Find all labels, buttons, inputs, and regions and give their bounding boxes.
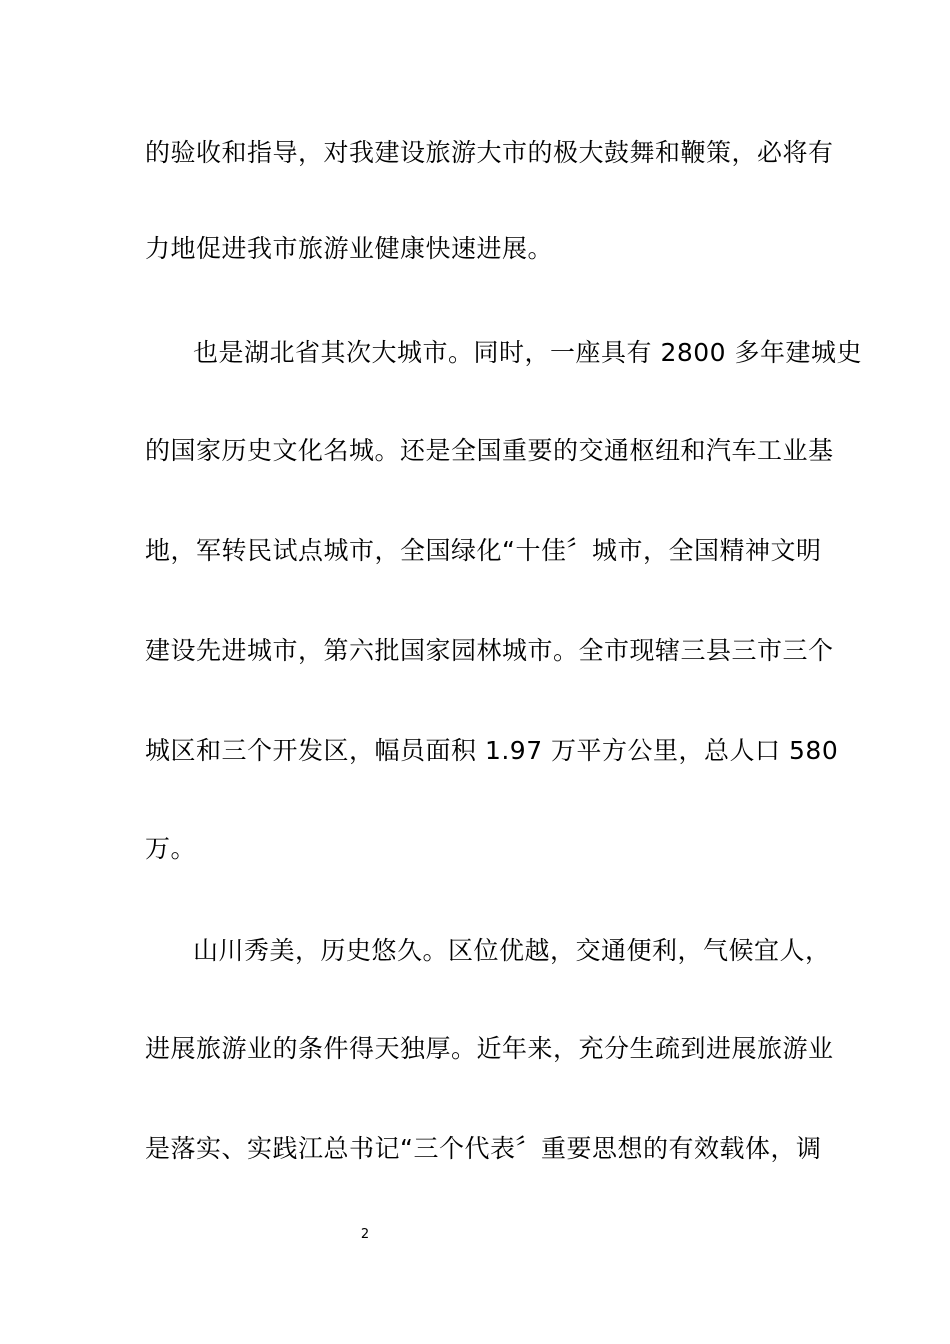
page-number: 2 xyxy=(360,1227,370,1242)
text-line: 建设先进城市，第六批国家园林城市。全市现辖三县三市三个 xyxy=(145,636,834,665)
text-line: 的国家历史文化名城。还是全国重要的交通枢纽和汽车工业基 xyxy=(145,436,834,465)
text-line: 万。 xyxy=(145,834,197,863)
text-line: 城区和三个开发区，幅员面积 1.97 万平方公里，总人口 580 xyxy=(145,736,839,765)
paragraph-first-line: 山川秀美，历史悠久。区位优越，交通便利，气候宜人， xyxy=(193,936,831,965)
text-line: 的验收和指导，对我建设旅游大市的极大鼓舞和鞭策，必将有 xyxy=(145,138,834,167)
text-line: 力地促进我市旅游业健康快速进展。 xyxy=(145,234,554,263)
text-line: 是落实、实践江总书记“三个代表〞重要思想的有效载体，调 xyxy=(145,1134,822,1163)
text-line: 进展旅游业的条件得天独厚。近年来，充分生疏到进展旅游业 xyxy=(145,1034,834,1063)
text-line: 地，军转民试点城市，全国绿化“十佳〞城市，全国精神文明 xyxy=(145,536,822,565)
paragraph-first-line: 也是湖北省其次大城市。同时，一座具有 2800 多年建城史 xyxy=(193,338,863,367)
